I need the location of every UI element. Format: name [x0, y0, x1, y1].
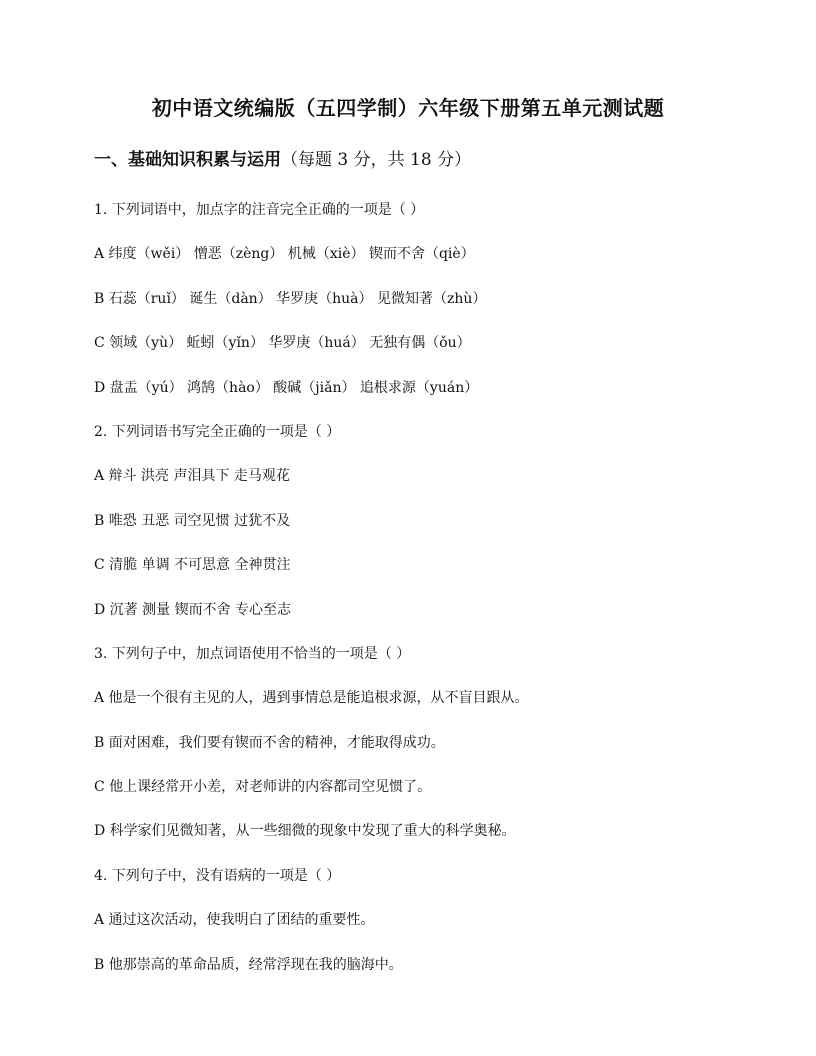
section-heading [94, 146, 471, 174]
question-4-option-a: A 通过这次活动，使我明白了团结的重要性。 [94, 912, 375, 929]
section-score-note: （每题 3 分，共 18 分） [281, 150, 472, 170]
question-2-option-a: A 辩斗 洪亮 声泪具下 走马观花 [94, 468, 290, 485]
section-title: 一、基础知识积累与运用 [94, 150, 281, 170]
question-3-option-d: D 科学家们见微知著，从一些细微的现象中发现了重大的科学奥秘。 [94, 823, 516, 840]
question-3-option-c: C 他上课经常开小差，对老师讲的内容都司空见惯了。 [94, 779, 432, 796]
question-1-stem: 1. 下列词语中，加点字的注音完全正确的一项是（ ） [94, 202, 425, 218]
question-2-stem: 2. 下列词语书写完全正确的一项是（ ） [94, 423, 341, 440]
question-2-option-b: B 唯恐 丑恶 司空见惯 过犹不及 [94, 512, 291, 529]
question-1-option-c: C 领域（yù） 蚯蚓（yǐn） 华罗庚（huá） 无独有偶（ǒu） [94, 335, 471, 352]
page-title: 初中语文统编版（五四学制）六年级下册第五单元测试题 [151, 96, 665, 120]
question-2-option-c: C 清脆 单调 不可思意 全神贯注 [94, 557, 291, 574]
question-2-option-d: D 沉著 测量 锲而不舍 专心至志 [94, 601, 292, 618]
question-4-option-b: B 他那崇高的革命品质，经常浮现在我的脑海中。 [94, 956, 403, 973]
question-3-stem: 3. 下列句子中，加点词语使用不恰当的一项是（ ） [94, 645, 411, 662]
question-1-option-b: B 石蕊（ruǐ） 诞生（dàn） 华罗庚（huà） 见微知著（zhù） [94, 290, 487, 307]
question-1-option-d: D 盘盂（yú） 鸿鹄（hào） 酸碱（jiǎn） 追根求源（yuán） [94, 379, 479, 396]
question-1-option-a: A 纬度（wěi） 憎恶（zèng） 机械（xiè） 锲而不舍（qiè） [94, 246, 475, 263]
question-3-option-b: B 面对困难，我们要有锲而不舍的精神，才能取得成功。 [94, 734, 445, 751]
question-3-option-a: A 他是一个很有主见的人，遇到事情总是能追根求源，从不盲目跟从。 [94, 690, 529, 707]
question-list [94, 196, 754, 995]
question-4-stem: 4. 下列句子中，没有语病的一项是（ ） [94, 867, 341, 884]
